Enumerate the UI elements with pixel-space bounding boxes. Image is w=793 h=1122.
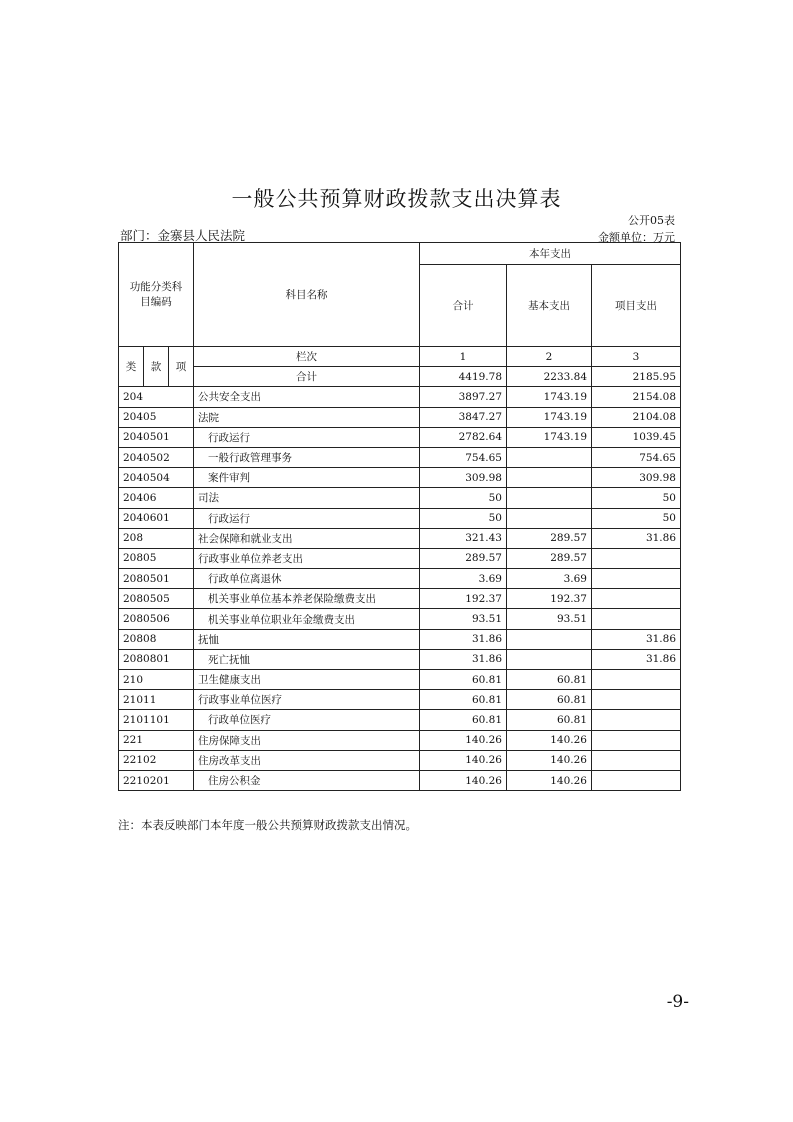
row-subject-name: 抚恤 xyxy=(194,629,420,649)
row-code: 208 xyxy=(119,528,194,548)
table-row xyxy=(119,670,681,690)
row-subject-name: 法院 xyxy=(194,407,420,427)
table-row xyxy=(119,447,681,467)
table-row xyxy=(119,508,681,528)
row-project: 31.86 xyxy=(592,528,681,548)
sum-project: 2185.95 xyxy=(592,367,681,387)
row-subject-name: 行政单位离退休 xyxy=(194,569,420,589)
row-project xyxy=(592,750,681,770)
row-subject-name: 机关事业单位基本养老保险缴费支出 xyxy=(194,589,420,609)
row-subject-name: 行政运行 xyxy=(194,508,420,528)
row-code: 2040502 xyxy=(119,447,194,467)
row-total: 754.65 xyxy=(420,447,507,467)
row-subject-name: 行政单位医疗 xyxy=(194,710,420,730)
row-basic: 140.26 xyxy=(507,770,592,790)
row-subject-name: 卫生健康支出 xyxy=(194,670,420,690)
row-project xyxy=(592,730,681,750)
table-row xyxy=(119,690,681,710)
row-basic: 3.69 xyxy=(507,569,592,589)
footnote: 注：本表反映部门本年度一般公共预算财政拨款支出情况。 xyxy=(118,818,417,832)
table-row xyxy=(119,427,681,447)
expenditure-table xyxy=(118,242,681,791)
row-code: 20805 xyxy=(119,548,194,568)
row-project xyxy=(592,569,681,589)
row-basic: 140.26 xyxy=(507,750,592,770)
row-basic xyxy=(507,468,592,488)
row-project xyxy=(592,770,681,790)
header-code: 功能分类科目编码 xyxy=(119,243,194,347)
row-total: 93.51 xyxy=(420,609,507,629)
table-row xyxy=(119,750,681,770)
row-basic: 1743.19 xyxy=(507,407,592,427)
row-code: 2101101 xyxy=(119,710,194,730)
row-subject-name: 司法 xyxy=(194,488,420,508)
row-total: 50 xyxy=(420,508,507,528)
row-subject-name: 住房改革支出 xyxy=(194,750,420,770)
row-code: 2040601 xyxy=(119,508,194,528)
row-total: 31.86 xyxy=(420,649,507,669)
row-total: 309.98 xyxy=(420,468,507,488)
row-total: 289.57 xyxy=(420,548,507,568)
row-project xyxy=(592,548,681,568)
row-basic: 289.57 xyxy=(507,528,592,548)
row-code: 21011 xyxy=(119,690,194,710)
row-code: 210 xyxy=(119,670,194,690)
row-subject-name: 社会保障和就业支出 xyxy=(194,528,420,548)
header-subject-name: 科目名称 xyxy=(194,243,420,347)
table-row xyxy=(119,629,681,649)
row-basic: 289.57 xyxy=(507,548,592,568)
row-total: 140.26 xyxy=(420,770,507,790)
row-project: 2154.08 xyxy=(592,387,681,407)
row-code: 2040504 xyxy=(119,468,194,488)
row-subject-name: 一般行政管理事务 xyxy=(194,447,420,467)
row-subject-name: 行政运行 xyxy=(194,427,420,447)
row-total: 192.37 xyxy=(420,589,507,609)
row-project: 2104.08 xyxy=(592,407,681,427)
row-project xyxy=(592,690,681,710)
row-code: 2080501 xyxy=(119,569,194,589)
sum-label: 合计 xyxy=(194,367,420,387)
row-project: 31.86 xyxy=(592,629,681,649)
row-basic: 192.37 xyxy=(507,589,592,609)
header-total: 合计 xyxy=(420,265,507,347)
column-index-3: 3 xyxy=(592,347,681,367)
row-total: 31.86 xyxy=(420,629,507,649)
row-code: 221 xyxy=(119,730,194,750)
row-code: 22102 xyxy=(119,750,194,770)
row-code: 2040501 xyxy=(119,427,194,447)
header-lei: 类 xyxy=(119,347,144,387)
row-project: 754.65 xyxy=(592,447,681,467)
amount-unit-label: 金额单位：万元 xyxy=(598,231,675,244)
department-label: 部门：金寨县人民法院 xyxy=(120,228,246,243)
row-total: 3897.27 xyxy=(420,387,507,407)
page-title: 一般公共预算财政拨款支出决算表 xyxy=(231,187,562,211)
row-basic: 140.26 xyxy=(507,730,592,750)
row-total: 140.26 xyxy=(420,730,507,750)
form-number: 公开05表 xyxy=(628,214,675,227)
row-total: 60.81 xyxy=(420,690,507,710)
header-kuan: 款 xyxy=(144,347,169,387)
row-code: 2210201 xyxy=(119,770,194,790)
row-code: 20406 xyxy=(119,488,194,508)
column-index-2: 2 xyxy=(507,347,592,367)
row-basic: 1743.19 xyxy=(507,427,592,447)
row-project xyxy=(592,609,681,629)
row-basic xyxy=(507,447,592,467)
row-total: 3.69 xyxy=(420,569,507,589)
row-total: 60.81 xyxy=(420,710,507,730)
sum-total: 4419.78 xyxy=(420,367,507,387)
row-code: 2080506 xyxy=(119,609,194,629)
table-row xyxy=(119,407,681,427)
row-basic xyxy=(507,649,592,669)
row-subject-name: 公共安全支出 xyxy=(194,387,420,407)
row-subject-name: 行政事业单位医疗 xyxy=(194,690,420,710)
row-basic: 60.81 xyxy=(507,710,592,730)
row-code: 204 xyxy=(119,387,194,407)
row-basic: 93.51 xyxy=(507,609,592,629)
header-project: 项目支出 xyxy=(592,265,681,347)
row-basic: 60.81 xyxy=(507,670,592,690)
row-subject-name: 住房公积金 xyxy=(194,770,420,790)
row-subject-name: 机关事业单位职业年金缴费支出 xyxy=(194,609,420,629)
row-total: 3847.27 xyxy=(420,407,507,427)
row-code: 20808 xyxy=(119,629,194,649)
header-xiang: 项 xyxy=(169,347,194,387)
table-row xyxy=(119,770,681,790)
table-row xyxy=(119,468,681,488)
row-basic xyxy=(507,488,592,508)
row-basic xyxy=(507,629,592,649)
table-row xyxy=(119,528,681,548)
row-project: 50 xyxy=(592,488,681,508)
row-total: 140.26 xyxy=(420,750,507,770)
row-project xyxy=(592,670,681,690)
row-basic xyxy=(507,508,592,528)
row-total: 60.81 xyxy=(420,670,507,690)
table-row xyxy=(119,730,681,750)
table-row xyxy=(119,488,681,508)
row-basic: 60.81 xyxy=(507,690,592,710)
sum-basic: 2233.84 xyxy=(507,367,592,387)
column-index-label: 栏次 xyxy=(194,347,420,367)
header-current-year: 本年支出 xyxy=(420,243,681,265)
table-row xyxy=(119,649,681,669)
header-basic: 基本支出 xyxy=(507,265,592,347)
row-total: 321.43 xyxy=(420,528,507,548)
table-row xyxy=(119,710,681,730)
row-project: 1039.45 xyxy=(592,427,681,447)
row-total: 50 xyxy=(420,488,507,508)
column-index-1: 1 xyxy=(420,347,507,367)
row-project xyxy=(592,589,681,609)
table-row xyxy=(119,548,681,568)
table-row xyxy=(119,609,681,629)
row-project: 31.86 xyxy=(592,649,681,669)
row-project: 309.98 xyxy=(592,468,681,488)
row-basic: 1743.19 xyxy=(507,387,592,407)
row-code: 20405 xyxy=(119,407,194,427)
page-number: -9- xyxy=(666,992,689,1012)
row-project xyxy=(592,710,681,730)
row-subject-name: 住房保障支出 xyxy=(194,730,420,750)
table-row xyxy=(119,387,681,407)
table-row xyxy=(119,589,681,609)
row-subject-name: 死亡抚恤 xyxy=(194,649,420,669)
row-code: 2080505 xyxy=(119,589,194,609)
row-code: 2080801 xyxy=(119,649,194,669)
row-subject-name: 行政事业单位养老支出 xyxy=(194,548,420,568)
row-project: 50 xyxy=(592,508,681,528)
row-total: 2782.64 xyxy=(420,427,507,447)
row-subject-name: 案件审判 xyxy=(194,468,420,488)
table-row xyxy=(119,569,681,589)
